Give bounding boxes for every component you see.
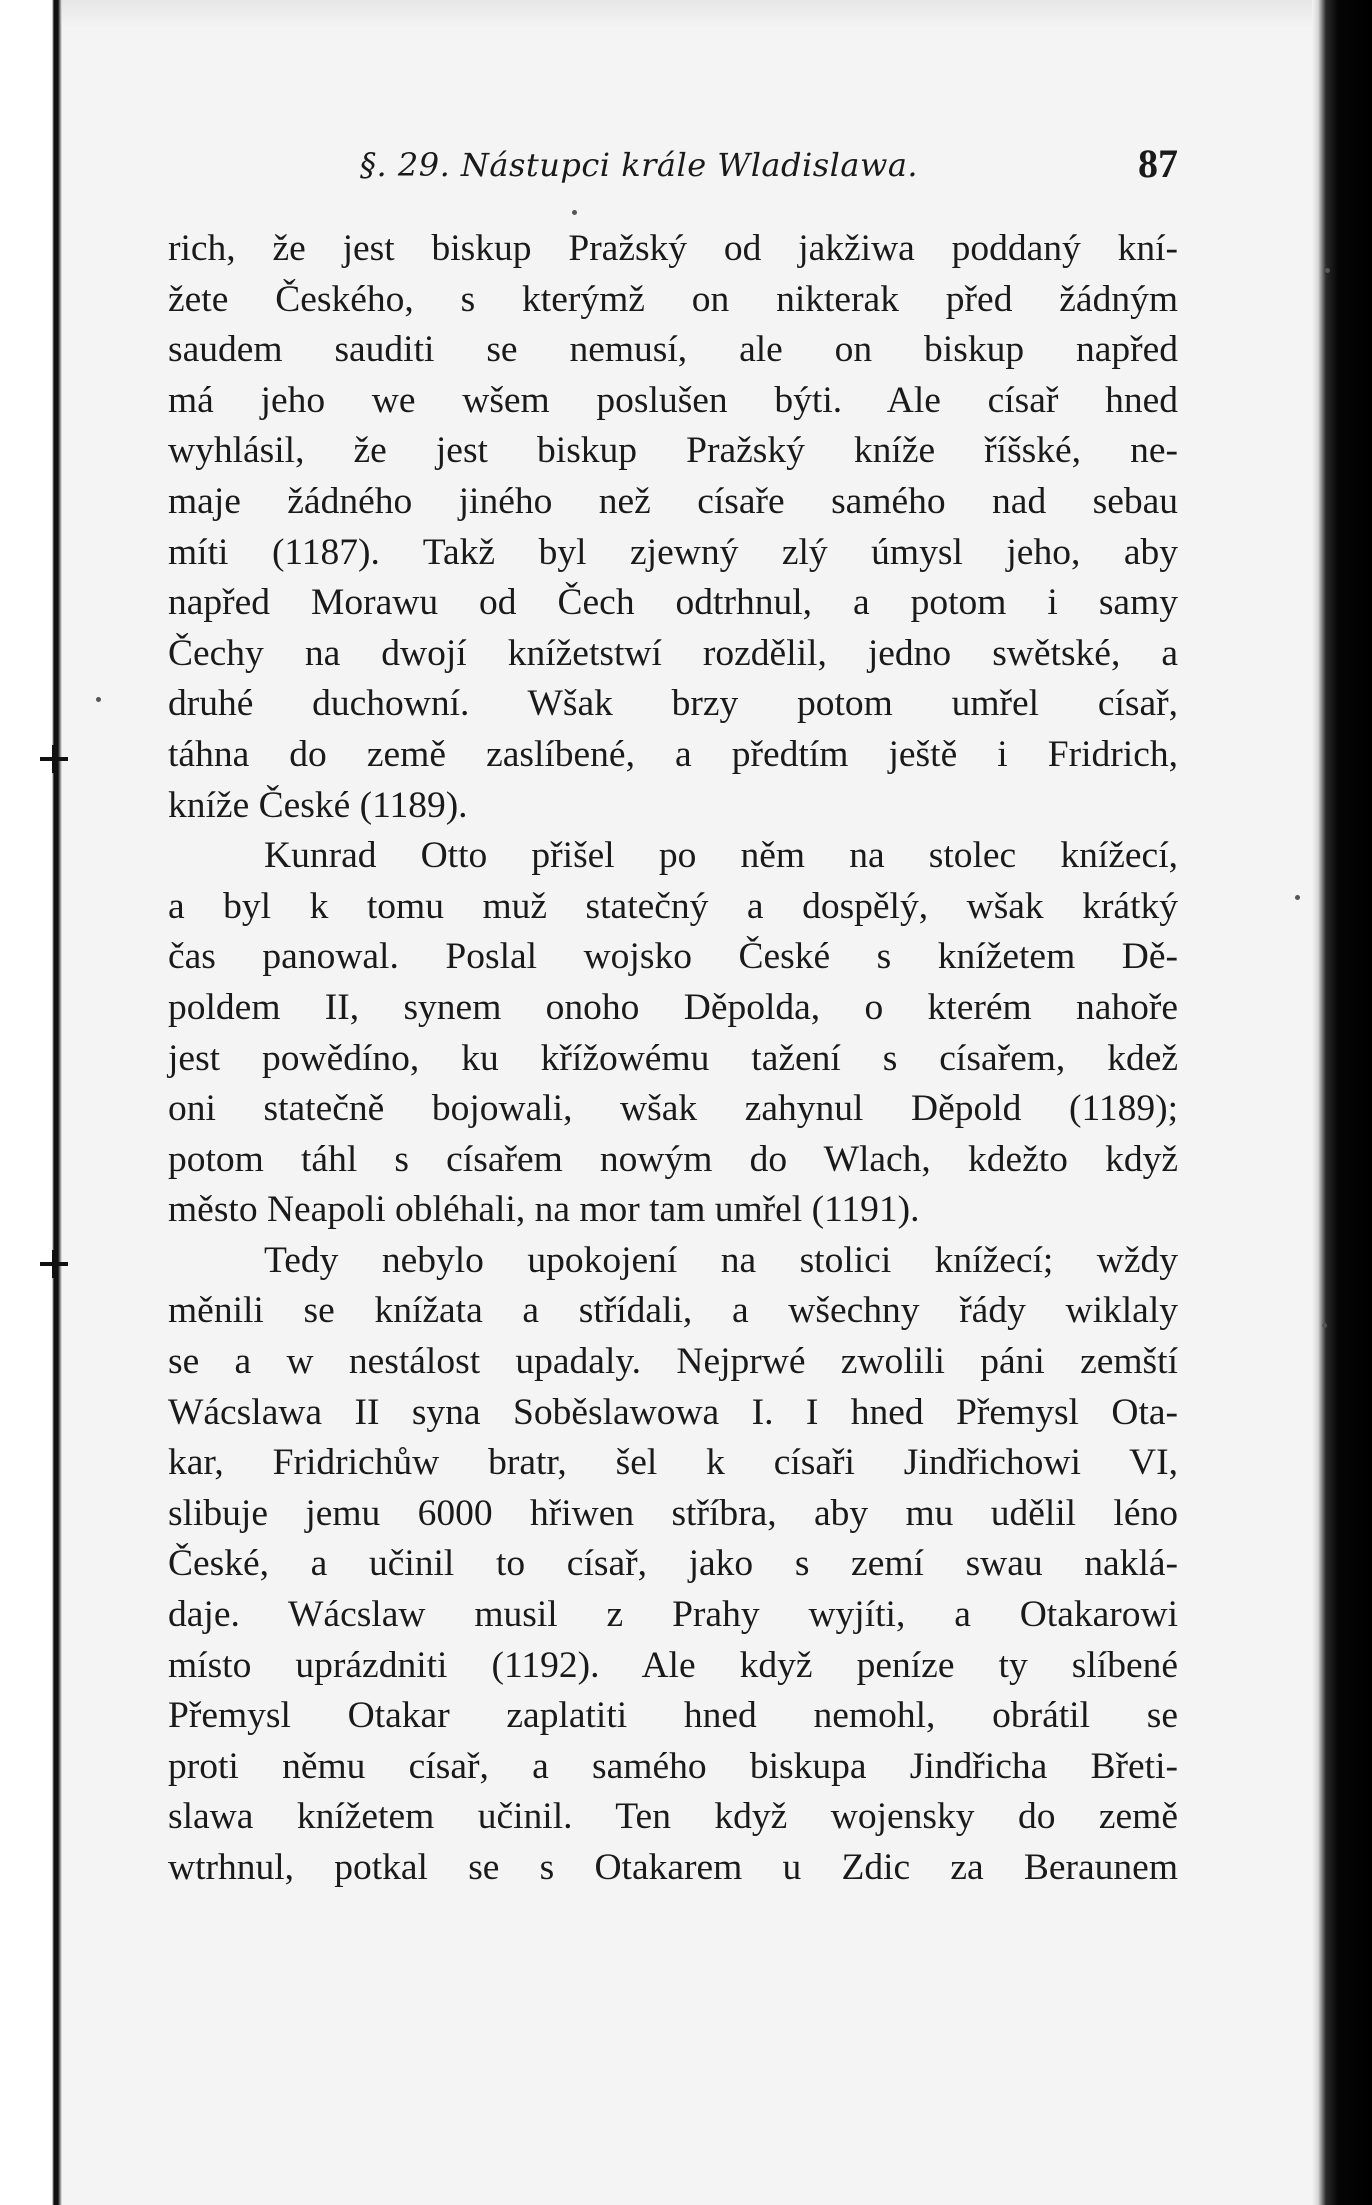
text-line: město Neapoli obléhali, na mor tam umřel (1191). — [168, 1189, 920, 1231]
text-line: wtrhnul, potkal se s Otakarem u Zdic za Beraunem — [168, 1847, 1178, 1888]
text-line: Wácslawa II syna Soběslawowa I. I hned Přemysl Ota- — [168, 1391, 1178, 1433]
margin-cross-mark — [40, 757, 68, 761]
text-line: rich, že jest biskup Pražský od jakžiwa poddaný kní- — [168, 228, 1178, 269]
book-edge-right — [1312, 0, 1372, 2205]
text-line: kar, Fridrichůw bratr, šel k císaři Jindřichowi VI, — [168, 1442, 1178, 1484]
text-line: má jeho we wšem poslušen býti. Ale císař hned — [168, 379, 1178, 421]
paper-speck — [1295, 895, 1300, 900]
paper-speck — [572, 210, 577, 215]
page-number: 87 — [1138, 141, 1178, 186]
text-line: slawa knížetem učinil. Ten když wojensky do země — [168, 1796, 1178, 1838]
text-line: čas panowal. Poslal wojsko České s knížetem Dě- — [168, 936, 1178, 978]
text-line: míti (1187). Takž byl zjewný zlý úmysl jeho, aby — [168, 531, 1178, 573]
text-line: měnili se knížata a střídali, a wšechny řády wiklaly — [168, 1290, 1178, 1332]
text-line: místo uprázdniti (1192). Ale když peníze ty slíbené — [168, 1644, 1178, 1686]
text-line: daje. Wácslaw musil z Prahy wyjíti, a Otakarowi — [168, 1594, 1178, 1636]
text-line: oni statečně bojowali, wšak zahynul Děpold (1189); — [168, 1088, 1178, 1130]
text-line: Tedy nebylo upokojení na stolici knížecí; wždy — [264, 1239, 1178, 1281]
top-shadow — [58, 0, 1312, 28]
text-line: jest powědíno, ku křížowému tažení s císařem, kdež — [168, 1037, 1178, 1079]
text-line: napřed Morawu od Čech odtrhnul, a potom i samy — [168, 582, 1178, 624]
running-title: §. 29. Nástupci krále Wladislawa. — [360, 146, 919, 184]
text-line: potom táhl s císařem nowým do Wlach, kdežto když — [168, 1138, 1178, 1180]
text-line: žete Českého, s kterýmž on nikterak před žádným — [168, 278, 1178, 320]
paper-speck — [96, 697, 101, 702]
margin-cross-mark — [40, 1262, 68, 1266]
text-line: České, a učinil to císař, jako s zemí swau naklá- — [168, 1543, 1178, 1585]
body-text — [168, 224, 1178, 1894]
paper-speck — [1325, 268, 1330, 273]
paper-speck — [1322, 1323, 1327, 1328]
text-line: Kunrad Otto přišel po něm na stolec knížecí, — [264, 835, 1178, 877]
running-head — [360, 140, 1180, 196]
text-line: táhna do země zaslíbené, a předtím ještě i Fridrich, — [168, 733, 1178, 775]
text-line: proti němu císař, a samého biskupa Jindřicha Břeti- — [168, 1745, 1178, 1787]
text-line: slibuje jemu 6000 hřiwen stříbra, aby mu udělil léno — [168, 1492, 1178, 1534]
text-line: poldem II, synem onoho Děpolda, o kterém nahoře — [168, 986, 1178, 1028]
text-line: maje žádného jiného než císaře samého nad sebau — [168, 480, 1178, 522]
text-line: druhé duchowní. Wšak brzy potom umřel císař, — [168, 683, 1178, 725]
text-line: wyhlásil, že jest biskup Pražský kníže říšské, ne- — [168, 430, 1178, 472]
text-line: kníže České (1189). — [168, 784, 468, 826]
binding-edge-left — [0, 0, 62, 2205]
text-line: a byl k tomu muž statečný a dospělý, wšak krátký — [168, 885, 1178, 927]
text-line: se a w nestálost upadaly. Nejprwé zwolili páni zemští — [168, 1341, 1178, 1383]
text-line: saudem sauditi se nemusí, ale on biskup napřed — [168, 329, 1178, 371]
text-line: Čechy na dwojí knížetstwí rozdělil, jedno swětské, a — [168, 632, 1178, 674]
text-line: Přemysl Otakar zaplatiti hned nemohl, obrátil se — [168, 1695, 1178, 1737]
